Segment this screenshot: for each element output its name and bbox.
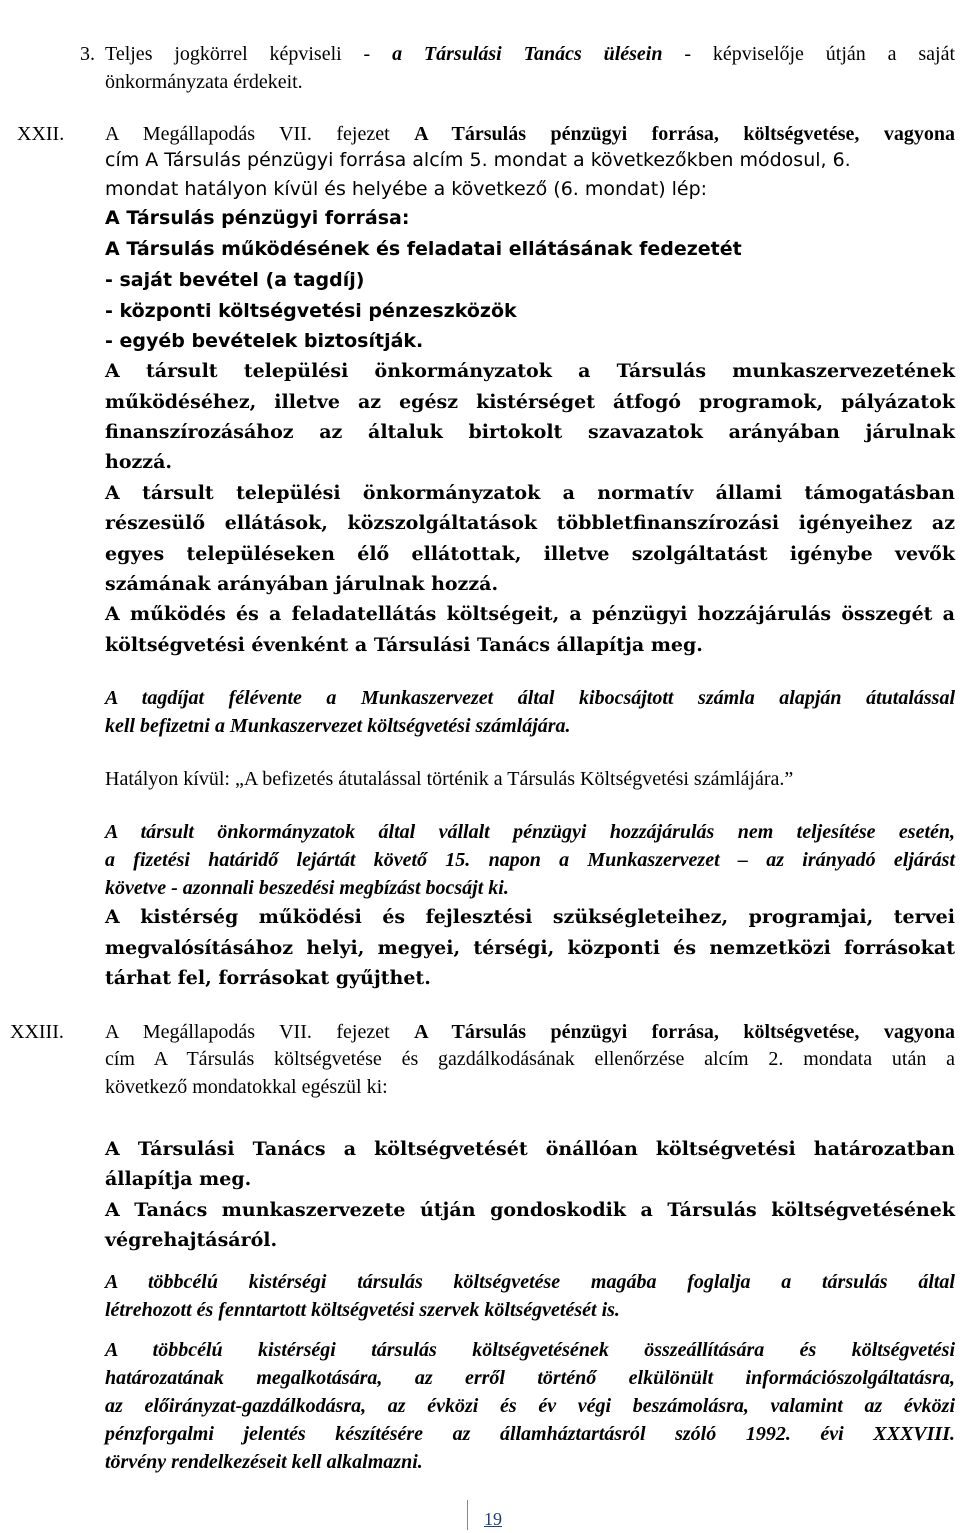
sec23-p1-line3: következő mondatokkal egészül ki:: [105, 1076, 388, 1098]
page-number-divider: [467, 1500, 468, 1530]
sec22-a-line2: működéséhez, illetve az egész kistérséget átfogó programok, pályázatok: [105, 391, 955, 413]
sec22-b-line1: A társult települési önkormányzatok a normatív állami támogatásban: [105, 482, 955, 504]
sec23-h-line4: végrehajtásáról.: [105, 1229, 278, 1251]
sec22-d-line1: A tagdíjat félévente a Munkaszervezet által kibocsájtott számla alapján átutalással: [105, 687, 955, 709]
section-label-xxii: XXII.: [17, 123, 65, 145]
sec22-f-line3: követve - azonnali beszedési megbízást bocsájt ki.: [105, 877, 509, 899]
sec23-j-line2: határozatának megalkotására, az erről történő elkülönült információszolgáltatásra,: [105, 1367, 955, 1389]
sec23-h-line3: A Tanács munkaszervezete útján gondoskodik a Társulás költségvetésének: [105, 1199, 955, 1221]
sec22-s-line2: A Társulás működésének és feladatai ellátásának fedezetét: [105, 238, 742, 260]
sec23-j-line5: törvény rendelkezéseit kell alkalmazni.: [105, 1451, 423, 1473]
sec22-b-line4: számának arányában járulnak hozzá.: [105, 573, 499, 595]
sec23-p1-line2: cím A Társulás költségvetése és gazdálkodásának ellenőrzése alcím 2. mondata után a: [105, 1048, 955, 1070]
sec22-a-line3: finanszírozásához az általuk birtokolt szavazatok arányában járulnak: [105, 421, 955, 443]
sec23-h-line1: A Társulási Tanács a költségvetését önállóan költségvetési határozatban: [105, 1138, 955, 1160]
sec22-s-line1: A Társulás pénzügyi forrása:: [105, 207, 410, 229]
sec23-i-line1: A többcélú kistérségi társulás költségvetése magába foglalja a társulás által: [105, 1271, 955, 1293]
sec23-i-line2: létrehozott és fenntartott költségvetési szervek költségvetését is.: [105, 1299, 620, 1321]
item3-line1: Teljes jogkörrel képviseli - a Társulási Tanács ülésein - képviselője útján a saját: [105, 43, 955, 65]
sec22-e-line1: Hatályon kívül: „A befizetés átutalással történik a Társulás Költségvetési számlájára.”: [105, 768, 794, 790]
sec23-h-line2: állapítja meg.: [105, 1168, 252, 1190]
sec22-c-line1: A működés és a feladatellátás költségeit, a pénzügyi hozzájárulás összegét a: [105, 603, 955, 625]
sec22-a-line4: hozzá.: [105, 451, 172, 473]
sec22-f-line1: A társult önkormányzatok által vállalt pénzügyi hozzájárulás nem teljesítése esetén,: [105, 821, 955, 843]
sec22-s-line4: - központi költségvetési pénzeszközök: [105, 300, 517, 322]
item3-line2: önkormányzata érdekeit.: [105, 71, 303, 93]
sec22-f-line2: a fizetési határidő lejártát követő 15. napon a Munkaszervezet – az irányadó eljárást: [105, 849, 955, 871]
sec22-b-line2: részesülő ellátások, közszolgáltatások többletfinanszírozási igényeihez az: [105, 512, 955, 534]
sec23-j-line1: A többcélú kistérségi társulás költségvetésének összeállítására és költségvetési: [105, 1339, 955, 1361]
sec22-g-line2: megvalósításához helyi, megyei, térségi, központi és nemzetközi forrásokat: [105, 937, 955, 959]
sec22-g-line3: tárhat fel, forrásokat gyűjthet.: [105, 967, 431, 989]
sec22-b-line3: egyes településeken élő ellátottak, illetve szolgáltatást igénybe vevők: [105, 543, 955, 565]
sec22-s-line5: - egyéb bevételek biztosítják.: [105, 330, 424, 352]
section-label-xxiii: XXIII.: [10, 1021, 64, 1043]
sec23-j-line4: pénzforgalmi jelentés készítésére az államháztartásról szóló 1992. évi XXXVIII.: [105, 1423, 955, 1445]
sec22-p1-line2: cím A Társulás pénzügyi forrása alcím 5. mondat a következőkben módosul, 6.: [105, 149, 851, 171]
sec22-c-line2: költségvetési évenként a Társulási Tanács állapítja meg.: [105, 634, 703, 656]
sec22-p1-line3: mondat hatályon kívül és helyébe a következő (6. mondat) lép:: [105, 178, 708, 200]
sec22-a-line1: A társult települési önkormányzatok a Társulás munkaszervezetének: [105, 360, 955, 382]
sec22-s-line3: - saját bevétel (a tagdíj): [105, 269, 365, 291]
sec22-g-line1: A kistérség működési és fejlesztési szükségleteihez, programjai, tervei: [105, 906, 955, 928]
sec23-p1-line1: A Megállapodás VII. fejezet A Társulás pénzügyi forrása, költségvetése, vagyona: [105, 1021, 955, 1043]
sec23-j-line3: az előirányzat-gazdálkodásra, az évközi és év végi beszámolásra, valamint az évközi: [105, 1395, 955, 1417]
page-number: 19: [484, 1509, 502, 1529]
sec22-d-line2: kell befizetni a Munkaszervezet költségvetési számlájára.: [105, 715, 571, 737]
sec22-p1-line1: A Megállapodás VII. fejezet A Társulás pénzügyi forrása, költségvetése, vagyona: [105, 123, 955, 145]
item-number: 3.: [80, 43, 95, 65]
